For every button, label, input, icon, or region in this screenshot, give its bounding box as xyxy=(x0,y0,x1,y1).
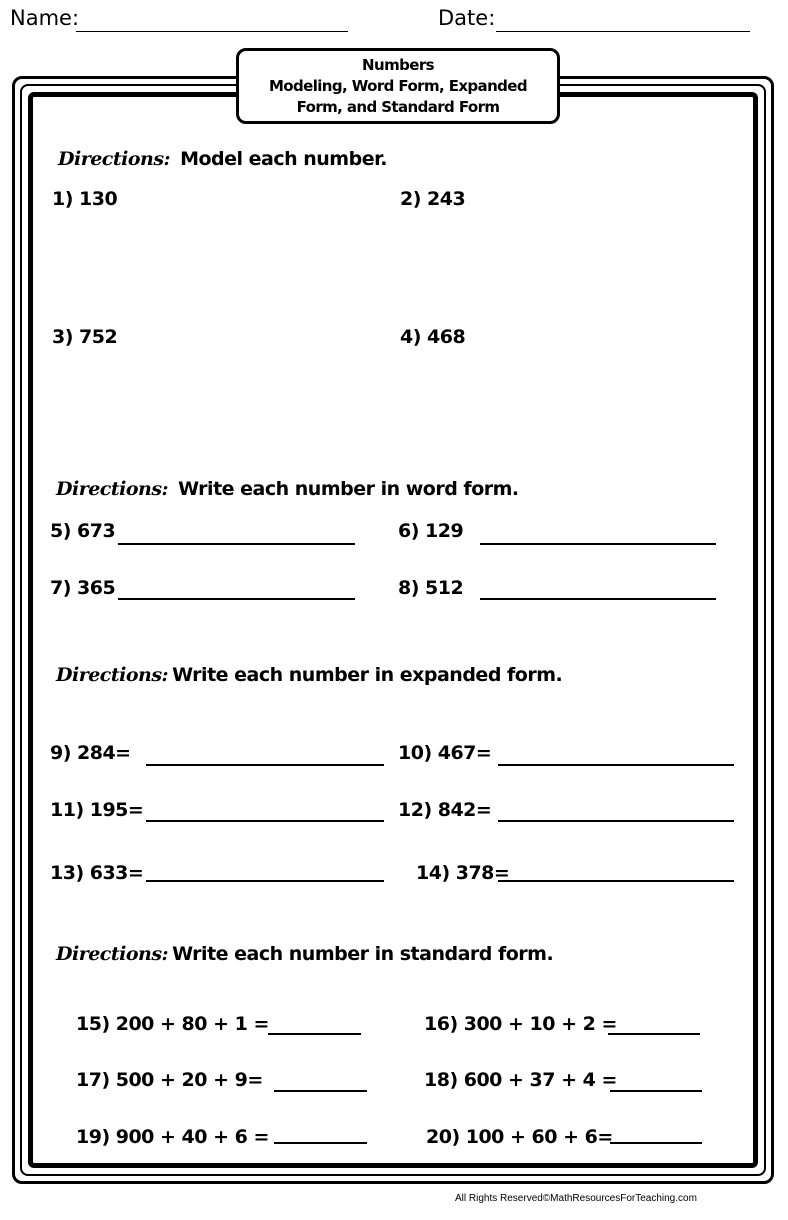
answer-line-16[interactable] xyxy=(608,1033,700,1035)
directions-expanded-form xyxy=(56,664,562,686)
problem-17: 17) 500 + 20 + 9= xyxy=(76,1069,263,1091)
problem-9: 9) 284= xyxy=(50,742,131,764)
problem-6: 6) 129 xyxy=(398,520,464,542)
directions-text: Write each number in expanded form. xyxy=(172,664,563,686)
answer-line-10[interactable] xyxy=(498,764,734,766)
directions-label: Directions: xyxy=(56,478,169,500)
problem-15: 15) 200 + 80 + 1 = xyxy=(76,1013,269,1035)
directions-text: Write each number in word form. xyxy=(178,478,519,500)
problem-2: 2) 243 xyxy=(400,188,466,210)
problem-1: 1) 130 xyxy=(52,188,118,210)
answer-line-11[interactable] xyxy=(146,820,384,822)
copyright-footer: All Rights Reserved©MathResourcesForTeaching.com xyxy=(455,1193,697,1204)
problem-5: 5) 673 xyxy=(50,520,116,542)
directions-standard-form xyxy=(56,943,553,965)
answer-line-12[interactable] xyxy=(498,820,734,822)
answer-line-19[interactable] xyxy=(274,1142,367,1144)
answer-line-17[interactable] xyxy=(274,1090,367,1092)
page-frame-inner xyxy=(28,92,758,1168)
directions-model xyxy=(58,148,387,170)
date-label: Date: xyxy=(438,6,496,30)
problem-19: 19) 900 + 40 + 6 = xyxy=(76,1126,269,1148)
answer-line-15[interactable] xyxy=(268,1033,361,1035)
answer-line-13[interactable] xyxy=(146,880,384,882)
problem-7: 7) 365 xyxy=(50,577,116,599)
problem-12: 12) 842= xyxy=(398,799,492,821)
answer-line-18[interactable] xyxy=(610,1090,702,1092)
date-field-line[interactable] xyxy=(496,31,750,32)
problem-10: 10) 467= xyxy=(398,742,492,764)
answer-line-6[interactable] xyxy=(480,543,716,545)
name-label: Name: xyxy=(10,6,80,30)
answer-line-5[interactable] xyxy=(118,543,355,545)
name-field-line[interactable] xyxy=(76,31,348,32)
answer-line-14[interactable] xyxy=(498,880,734,882)
directions-text: Write each number in standard form. xyxy=(172,943,554,965)
answer-line-7[interactable] xyxy=(118,598,355,600)
title-line-1: Numbers xyxy=(362,56,434,74)
problem-13: 13) 633= xyxy=(50,862,144,884)
problem-20: 20) 100 + 60 + 6= xyxy=(426,1126,613,1148)
problem-4: 4) 468 xyxy=(400,326,466,348)
problem-18: 18) 600 + 37 + 4 = xyxy=(424,1069,617,1091)
problem-14: 14) 378= xyxy=(416,862,510,884)
answer-line-8[interactable] xyxy=(480,598,716,600)
directions-text: Model each number. xyxy=(180,148,387,170)
answer-line-20[interactable] xyxy=(610,1142,702,1144)
title-line-2: Modeling, Word Form, Expanded xyxy=(268,77,528,95)
title-line-3: Form, and Standard Form xyxy=(296,98,500,116)
directions-word-form xyxy=(56,478,519,500)
directions-label: Directions: xyxy=(58,148,171,170)
problem-8: 8) 512 xyxy=(398,577,464,599)
directions-label: Directions: xyxy=(56,664,169,686)
directions-label: Directions: xyxy=(56,943,169,965)
problem-3: 3) 752 xyxy=(52,326,118,348)
problem-11: 11) 195= xyxy=(50,799,144,821)
problem-16: 16) 300 + 10 + 2 = xyxy=(424,1013,617,1035)
worksheet-title-box xyxy=(236,48,560,124)
answer-line-9[interactable] xyxy=(146,764,384,766)
